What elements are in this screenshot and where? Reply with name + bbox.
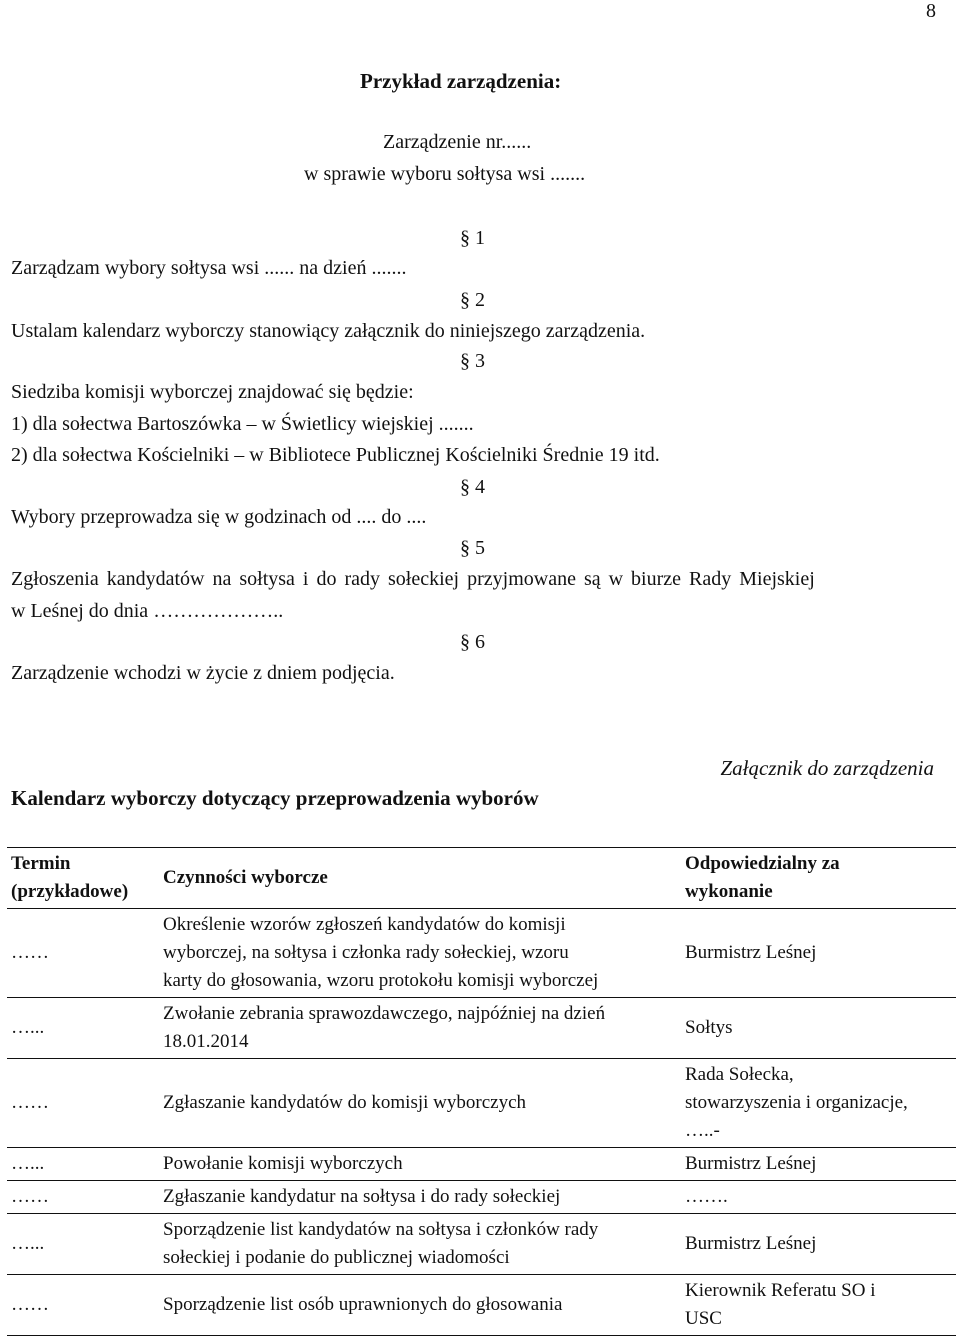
calendar-title: Kalendarz wyborczy dotyczący przeprowadzenia wyborów <box>11 786 539 810</box>
section-mark-2: § 2 <box>460 289 485 311</box>
responsible-line: Burmistrz Leśnej <box>685 1233 817 1254</box>
action-line: sołeckiej i podanie do publicznej wiadomości <box>163 1247 510 1268</box>
action-line: Określenie wzorów zgłoszeń kandydatów do komisji <box>163 914 566 935</box>
action-line: 18.01.2014 <box>163 1031 249 1052</box>
row-action <box>159 998 681 1059</box>
row-term: …… <box>7 1059 159 1148</box>
election-calendar-table <box>7 847 956 1336</box>
header-term-line-2: (przykładowe) <box>11 881 129 902</box>
row-responsible <box>681 909 956 998</box>
example-heading: Przykład zarządzenia: <box>360 69 562 93</box>
row-term: …… <box>7 1275 159 1336</box>
header-actions-label: Czynności wyborcze <box>163 867 328 888</box>
action-line: Sporządzenie list kandydatów na sołtysa i członków rady <box>163 1219 599 1240</box>
table-row <box>7 1275 956 1336</box>
order-number: Zarządzenie nr...... <box>383 131 532 153</box>
table-row <box>7 1059 956 1148</box>
row-action <box>159 1275 681 1336</box>
action-line: Powołanie komisji wyborczych <box>163 1153 403 1174</box>
row-term: …… <box>7 1181 159 1214</box>
table-row <box>7 1214 956 1275</box>
section-4-line-1: Wybory przeprowadza się w godzinach od .... do .... <box>11 506 427 528</box>
responsible-line: ……. <box>685 1186 728 1207</box>
section-5-line-1: Zgłoszenia kandydatów na sołtysa i do rady sołeckiej przyjmowane są w biurze Rady Miejskiej <box>11 568 815 590</box>
responsible-line: stowarzyszenia i organizacje, <box>685 1092 908 1113</box>
action-line: karty do głosowania, wzoru protokołu komisji wyborczej <box>163 970 599 991</box>
action-line: Zgłaszanie kandydatów do komisji wyborczych <box>163 1092 527 1113</box>
row-action <box>159 1059 681 1148</box>
section-5-line-2: w Leśnej do dnia ……………….. <box>11 600 284 622</box>
header-responsible-line-2: wykonanie <box>685 881 773 902</box>
responsible-line: Burmistrz Leśnej <box>685 942 817 963</box>
attachment-label: Załącznik do zarządzenia <box>720 756 934 780</box>
row-responsible <box>681 1148 956 1181</box>
row-action <box>159 909 681 998</box>
row-action <box>159 1214 681 1275</box>
header-term-line-1: Termin <box>11 853 71 874</box>
page-number: 8 <box>926 0 936 22</box>
responsible-line: …..- <box>685 1120 720 1141</box>
header-term <box>7 848 159 909</box>
responsible-line: Kierownik Referatu SO i <box>685 1280 876 1301</box>
table-row <box>7 998 956 1059</box>
action-line: Sporządzenie list osób uprawnionych do głosowania <box>163 1294 563 1315</box>
header-responsible-line-1: Odpowiedzialny za <box>685 853 840 874</box>
row-term: …... <box>7 1214 159 1275</box>
section-3-line-3: 2) dla sołectwa Kościelniki – w Bibliotece Publicznej Kościelniki Średnie 19 itd. <box>11 444 660 466</box>
row-term: …… <box>7 909 159 998</box>
row-responsible <box>681 1059 956 1148</box>
table-header-row <box>7 848 956 909</box>
table-row <box>7 909 956 998</box>
header-responsible <box>681 848 956 909</box>
row-term: …... <box>7 1148 159 1181</box>
table-row <box>7 1148 956 1181</box>
section-mark-1: § 1 <box>460 227 485 249</box>
order-subject: w sprawie wyboru sołtysa wsi ....... <box>304 163 586 185</box>
section-mark-6: § 6 <box>460 631 485 653</box>
action-line: wyborczej, na sołtysa i członka rady sołeckiej, wzoru <box>163 942 569 963</box>
row-responsible <box>681 1214 956 1275</box>
section-3-line-1: Siedziba komisji wyborczej znajdować się będzie: <box>11 381 414 403</box>
table-row <box>7 1181 956 1214</box>
row-responsible <box>681 1275 956 1336</box>
section-1-line-1: Zarządzam wybory sołtysa wsi ...... na dzień ....... <box>11 257 407 279</box>
section-mark-3: § 3 <box>460 350 485 372</box>
section-3-line-2: 1) dla sołectwa Bartoszówka – w Świetlicy wiejskiej ....... <box>11 413 474 435</box>
action-line: Zwołanie zebrania sprawozdawczego, najpóźniej na dzień <box>163 1003 606 1024</box>
section-2-line-1: Ustalam kalendarz wyborczy stanowiący załącznik do niniejszego zarządzenia. <box>11 320 646 342</box>
row-responsible <box>681 998 956 1059</box>
section-6-line-1: Zarządzenie wchodzi w życie z dniem podjęcia. <box>11 662 395 684</box>
header-actions <box>159 848 681 909</box>
row-responsible <box>681 1181 956 1214</box>
responsible-line: Burmistrz Leśnej <box>685 1153 817 1174</box>
row-action <box>159 1148 681 1181</box>
action-line: Zgłaszanie kandydatur na sołtysa i do rady sołeckiej <box>163 1186 561 1207</box>
section-mark-5: § 5 <box>460 537 485 559</box>
section-mark-4: § 4 <box>460 476 485 498</box>
row-action <box>159 1181 681 1214</box>
row-term: …... <box>7 998 159 1059</box>
responsible-line: USC <box>685 1308 722 1329</box>
responsible-line: Sołtys <box>685 1017 733 1038</box>
responsible-line: Rada Sołecka, <box>685 1064 794 1085</box>
